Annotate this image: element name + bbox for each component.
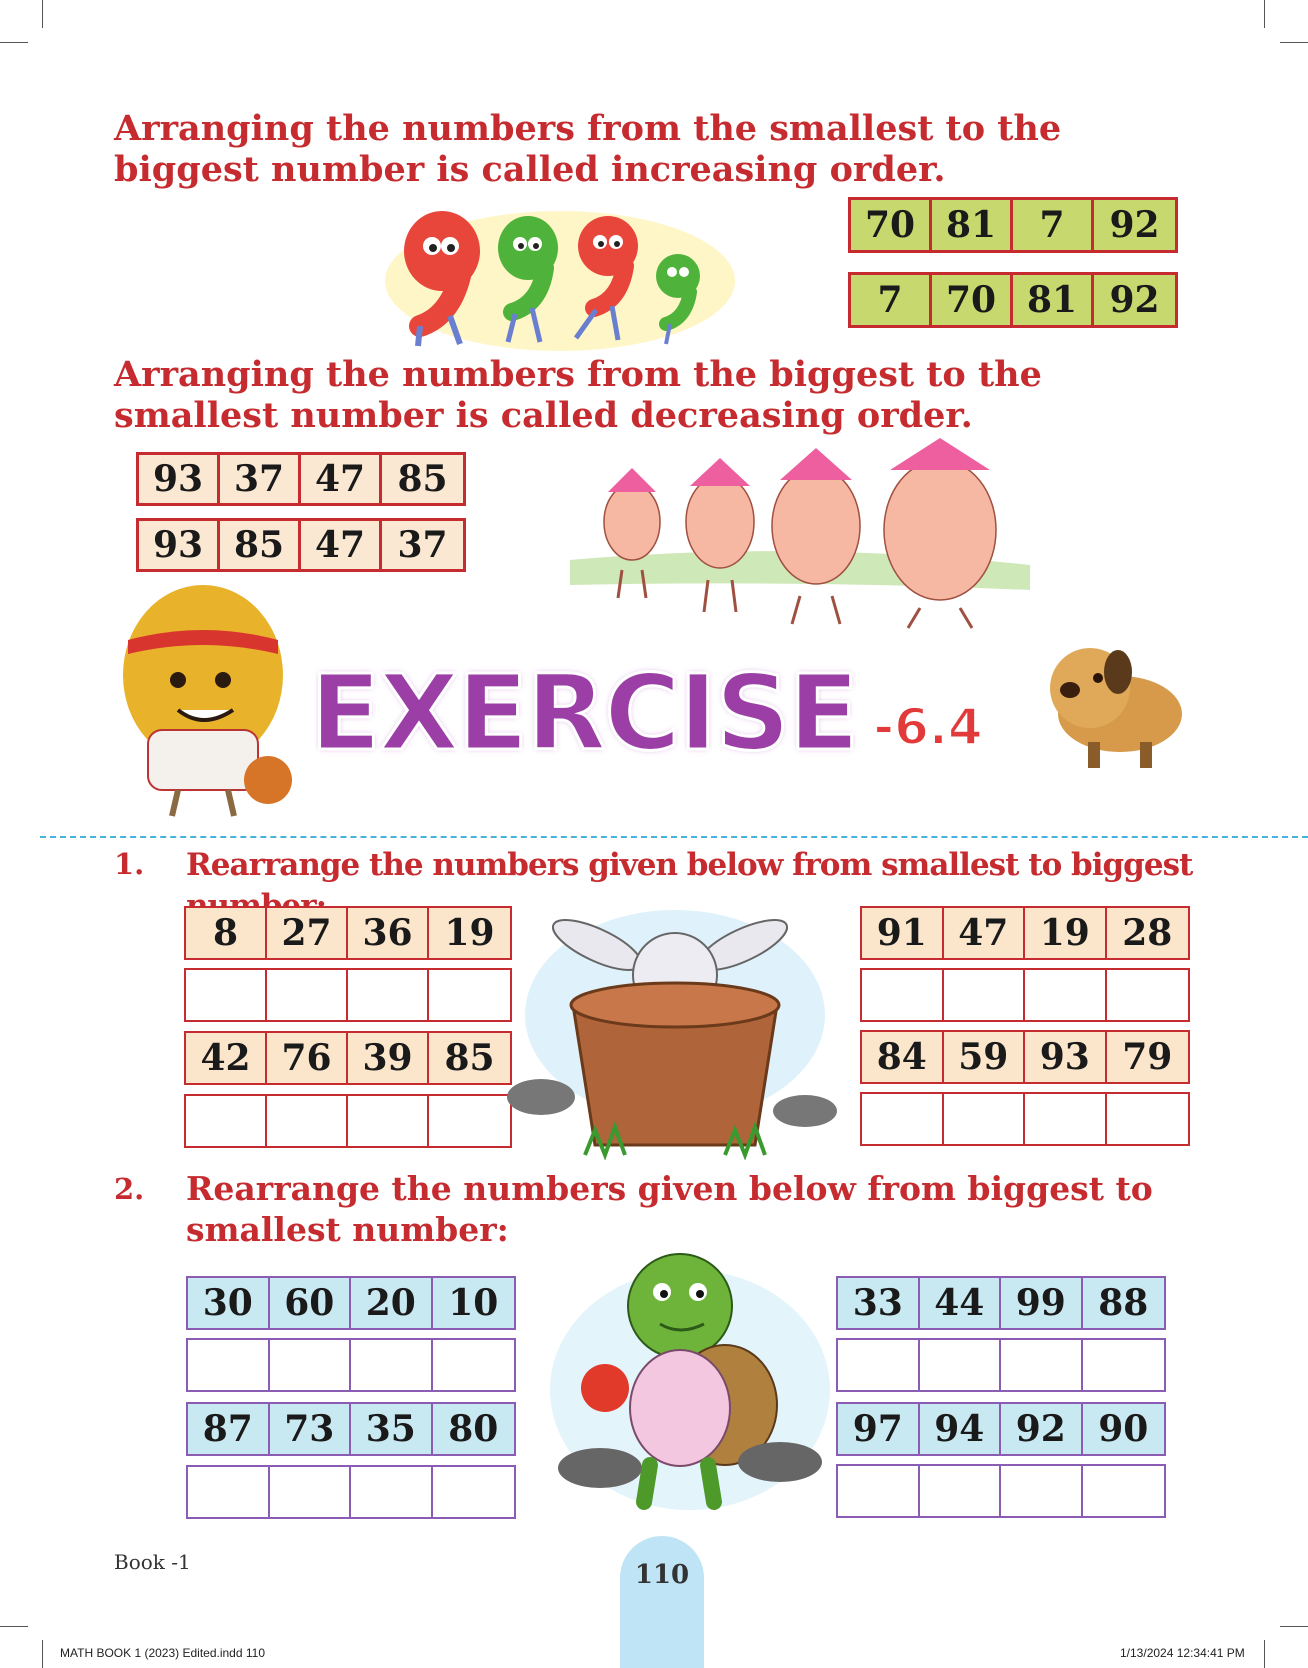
answer-box[interactable] xyxy=(920,1340,1002,1390)
number-cell: 27 xyxy=(267,908,348,958)
answer-box[interactable] xyxy=(188,1467,270,1517)
q2-set-c-answer xyxy=(836,1338,1166,1392)
answer-box[interactable] xyxy=(348,1096,429,1146)
dog-toy-illustration xyxy=(1040,642,1190,772)
timestamp: 1/13/2024 12:34:41 PM xyxy=(1120,1646,1245,1660)
crop-mark xyxy=(1280,42,1308,43)
answer-box[interactable] xyxy=(429,970,510,1020)
q2-set-d-given xyxy=(836,1402,1166,1456)
decreasing-order-definition: Arranging the numbers from the biggest to the smallest number is called decreasing order. xyxy=(114,354,1042,436)
file-info: MATH BOOK 1 (2023) Edited.indd 110 xyxy=(60,1646,265,1660)
q2-set-b-answer xyxy=(186,1465,516,1519)
q2-set-b-given xyxy=(186,1402,516,1456)
decreasing-arranged-grid xyxy=(136,518,466,572)
number-cell: 85 xyxy=(397,458,448,500)
answer-box[interactable] xyxy=(186,970,267,1020)
answer-box[interactable] xyxy=(429,1096,510,1146)
increasing-arranged-grid xyxy=(848,272,1178,328)
q1-set-b-given xyxy=(184,1031,512,1085)
number-cell: 92 xyxy=(1109,204,1160,246)
number-cell: 19 xyxy=(1025,908,1107,958)
number-cell: 44 xyxy=(920,1278,1002,1328)
turtle-with-apple-illustration xyxy=(540,1240,840,1520)
number-cell: 37 xyxy=(397,524,448,566)
q1-set-d-given xyxy=(860,1030,1190,1084)
number-cell: 93 xyxy=(139,521,220,569)
number-cell: 7 xyxy=(851,275,932,325)
number-cell: 20 xyxy=(351,1278,433,1328)
number-cell: 47 xyxy=(301,455,382,503)
egg-characters-illustration xyxy=(560,430,1040,630)
answer-box[interactable] xyxy=(267,1096,348,1146)
answer-box[interactable] xyxy=(351,1467,433,1517)
number-cell: 99 xyxy=(1001,1278,1083,1328)
q1-set-a-given xyxy=(184,906,512,960)
number-cell: 92 xyxy=(1109,279,1160,321)
answer-box[interactable] xyxy=(433,1467,515,1517)
number-cell: 97 xyxy=(838,1404,920,1454)
number-cell: 70 xyxy=(932,275,1013,325)
number-cell: 93 xyxy=(1025,1032,1107,1082)
number-cell: 93 xyxy=(139,455,220,503)
number-cell: 37 xyxy=(220,455,301,503)
number-cell: 84 xyxy=(862,1032,944,1082)
numbers-9-characters-illustration xyxy=(380,196,740,354)
q2-set-a-given xyxy=(186,1276,516,1330)
question-2-text: Rearrange the numbers given below from biggest to smallest number: xyxy=(186,1169,1153,1249)
page-number: 110 xyxy=(634,1560,690,1590)
number-cell: 30 xyxy=(188,1278,270,1328)
question-1-text: Rearrange the numbers given below from smallest to biggest xyxy=(186,847,1193,883)
q2-set-c-given xyxy=(836,1276,1166,1330)
exercise-title: EXERCISE xyxy=(310,652,858,774)
number-cell: 33 xyxy=(838,1278,920,1328)
number-cell: 81 xyxy=(1013,275,1094,325)
answer-box[interactable] xyxy=(944,1094,1026,1144)
answer-box[interactable] xyxy=(1107,1094,1189,1144)
number-cell: 76 xyxy=(267,1033,348,1083)
q1-set-b-answer xyxy=(184,1094,512,1148)
answer-box[interactable] xyxy=(838,1466,920,1516)
exercise-banner xyxy=(310,638,983,774)
answer-box[interactable] xyxy=(862,1094,944,1144)
number-cell: 80 xyxy=(448,1408,499,1450)
answer-box[interactable] xyxy=(944,970,1026,1020)
question-1-number: 1. xyxy=(114,847,145,881)
answer-box[interactable] xyxy=(1025,1094,1107,1144)
mango-mascot-illustration xyxy=(108,580,308,820)
number-cell: 70 xyxy=(851,200,932,250)
number-cell: 79 xyxy=(1122,1036,1173,1078)
number-cell: 7 xyxy=(1013,200,1094,250)
number-cell: 19 xyxy=(444,912,495,954)
number-cell: 36 xyxy=(348,908,429,958)
answer-box[interactable] xyxy=(862,970,944,1020)
increasing-order-definition: Arranging the numbers from the smallest to the biggest number is called increasing order. xyxy=(114,108,1062,190)
number-cell: 92 xyxy=(1001,1404,1083,1454)
crop-mark xyxy=(1264,1640,1265,1668)
number-cell: 91 xyxy=(862,908,944,958)
crop-mark xyxy=(42,0,43,28)
number-cell: 39 xyxy=(348,1033,429,1083)
rabbit-in-pot-illustration xyxy=(505,905,845,1160)
q2-set-a-answer xyxy=(186,1338,516,1392)
crop-mark xyxy=(42,1640,43,1668)
q1-set-c-answer xyxy=(860,968,1190,1022)
q2-set-d-answer xyxy=(836,1464,1166,1518)
answer-box[interactable] xyxy=(348,970,429,1020)
answer-box[interactable] xyxy=(1001,1466,1083,1516)
crop-mark xyxy=(0,1626,28,1627)
answer-box[interactable] xyxy=(1025,970,1107,1020)
crop-mark xyxy=(1264,0,1265,28)
number-cell: 42 xyxy=(186,1033,267,1083)
number-cell: 10 xyxy=(448,1282,499,1324)
crop-mark xyxy=(1280,1626,1308,1627)
answer-box[interactable] xyxy=(920,1466,1002,1516)
section-divider xyxy=(40,836,1308,838)
number-cell: 35 xyxy=(351,1404,433,1454)
number-cell: 28 xyxy=(1122,912,1173,954)
answer-box[interactable] xyxy=(1083,1466,1165,1516)
number-cell: 47 xyxy=(301,521,382,569)
number-cell: 85 xyxy=(444,1037,495,1079)
number-cell: 81 xyxy=(932,200,1013,250)
number-cell: 73 xyxy=(270,1404,352,1454)
crop-mark xyxy=(0,42,28,43)
answer-box[interactable] xyxy=(270,1467,352,1517)
number-cell: 60 xyxy=(270,1278,352,1328)
decreasing-given-grid xyxy=(136,452,466,506)
number-cell: 85 xyxy=(220,521,301,569)
number-cell: 8 xyxy=(186,908,267,958)
exercise-number: -6.4 xyxy=(873,698,983,756)
answer-box[interactable] xyxy=(838,1340,920,1390)
number-cell: 59 xyxy=(944,1032,1026,1082)
answer-box[interactable] xyxy=(1107,970,1189,1020)
answer-box[interactable] xyxy=(1083,1340,1165,1390)
answer-box[interactable] xyxy=(433,1340,515,1390)
number-cell: 94 xyxy=(920,1404,1002,1454)
page-number-tab xyxy=(620,1536,704,1668)
increasing-given-grid xyxy=(848,197,1178,253)
number-cell: 88 xyxy=(1098,1282,1149,1324)
answer-box[interactable] xyxy=(188,1340,270,1390)
number-cell: 90 xyxy=(1098,1408,1149,1450)
q1-set-d-answer xyxy=(860,1092,1190,1146)
answer-box[interactable] xyxy=(186,1096,267,1146)
question-2-number: 2. xyxy=(114,1172,145,1206)
number-cell: 47 xyxy=(944,908,1026,958)
answer-box[interactable] xyxy=(1001,1340,1083,1390)
number-cell: 87 xyxy=(188,1404,270,1454)
answer-box[interactable] xyxy=(351,1340,433,1390)
answer-box[interactable] xyxy=(267,970,348,1020)
q1-set-a-answer xyxy=(184,968,512,1022)
answer-box[interactable] xyxy=(270,1340,352,1390)
book-label: Book -1 xyxy=(114,1550,191,1574)
q1-set-c-given xyxy=(860,906,1190,960)
